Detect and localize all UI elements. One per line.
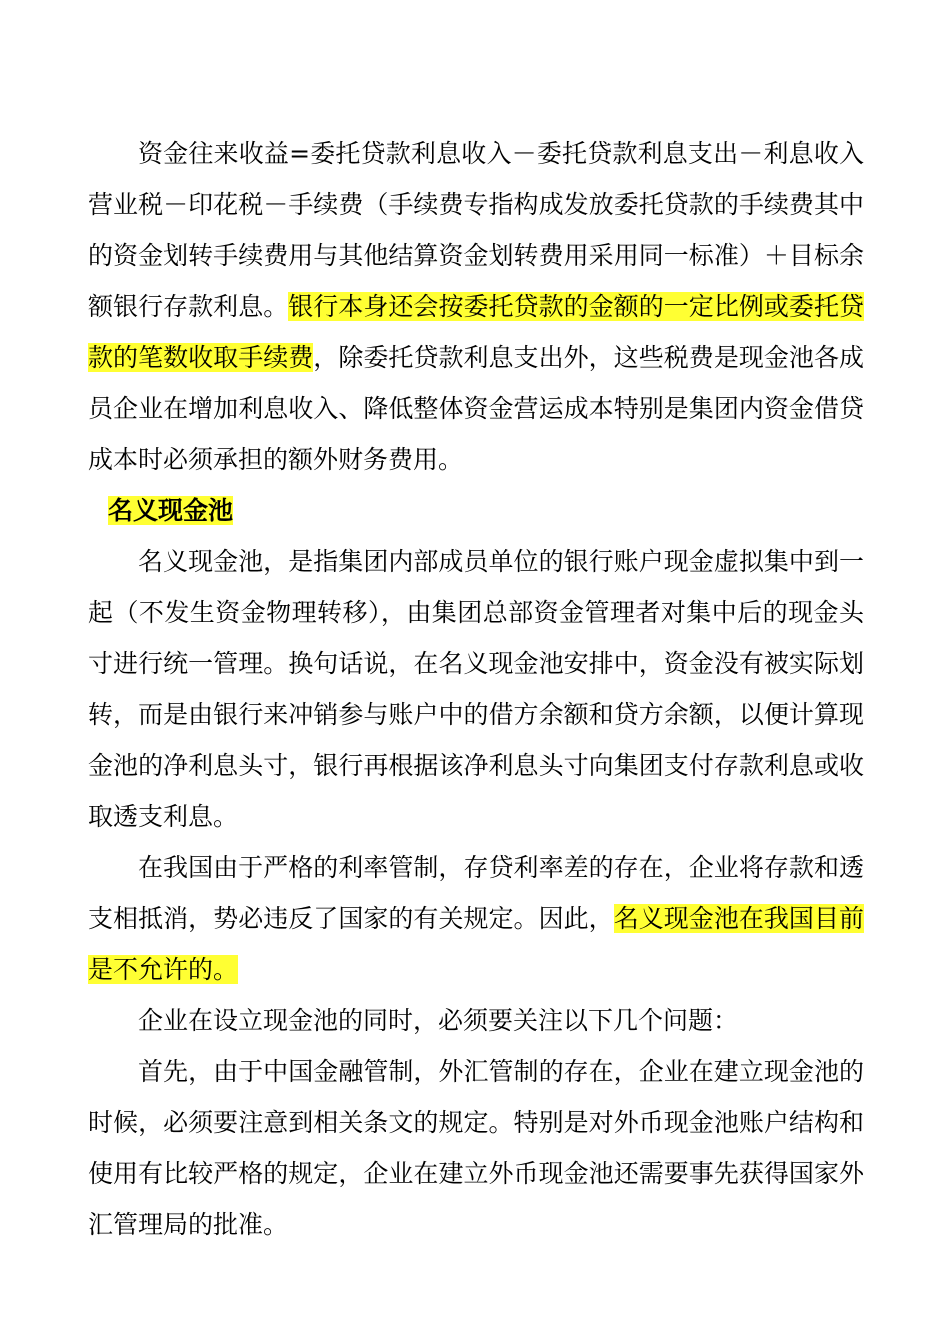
section-heading-text: 名义现金池: [108, 496, 234, 525]
highlighted-not-allowed-text: 名义现金池在我国目前是不允许的。: [88, 904, 864, 984]
paragraph-first-issue: 首先，由于中国金融管制，外汇管制的存在，企业在建立现金池的时候，必须要注意到相关条文的规定。特别是对外币现金池账户结构和使用有比较严格的规定，企业在建立外币现金池还需要事先获得国家外汇管理局的批准。: [88, 1057, 864, 1239]
section-heading: [88, 485, 864, 536]
highlighted-fee-text: 银行本身还会按委托贷款的金额的一定比例或委托贷款的笔数收取手续费: [88, 292, 864, 372]
paragraph-notional-pool-definition: 名义现金池，是指集团内部成员单位的银行账户现金虚拟集中到一起（不发生资金物理转移），由集团总部资金管理者对集中后的现金头寸进行统一管理。换句话说，在名义现金池安排中，资金没有被实际划转，而是由银行来冲销参与账户中的借方余额和贷方余额，以便计算现金池的净利息头寸，银行再根据该净利息头寸向集团支付存款利息或收取透支利息。: [88, 547, 864, 831]
document-body: [88, 128, 864, 1250]
extra-cost-text: ，除委托贷款利息支出外，这些税费是现金池各成员企业在增加利息收入、降低整体资金营运成本特别是集团内资金借贷成本时必须承担的额外财务费用。: [88, 343, 864, 474]
paragraph-issues-intro: 企业在设立现金池的同时，必须要关注以下几个问题：: [138, 1006, 739, 1035]
fund-income-formula-text: 资金往来收益=委托贷款利息收入－委托贷款利息支出－利息收入营业税－印花税－手续费（手续费专指构成发放委托贷款的手续费其中的资金划转手续费用与其他结算资金划转费用采用同一标准）＋目标余额银行存款利息。: [88, 139, 864, 321]
regulation-text: 在我国由于严格的利率管制，存贷利率差的存在，企业将存款和透支相抵消，势必违反了国家的有关规定。因此，: [88, 853, 864, 933]
paragraph-china-regulation: [88, 842, 864, 995]
paragraph-fund-income: [88, 128, 864, 485]
